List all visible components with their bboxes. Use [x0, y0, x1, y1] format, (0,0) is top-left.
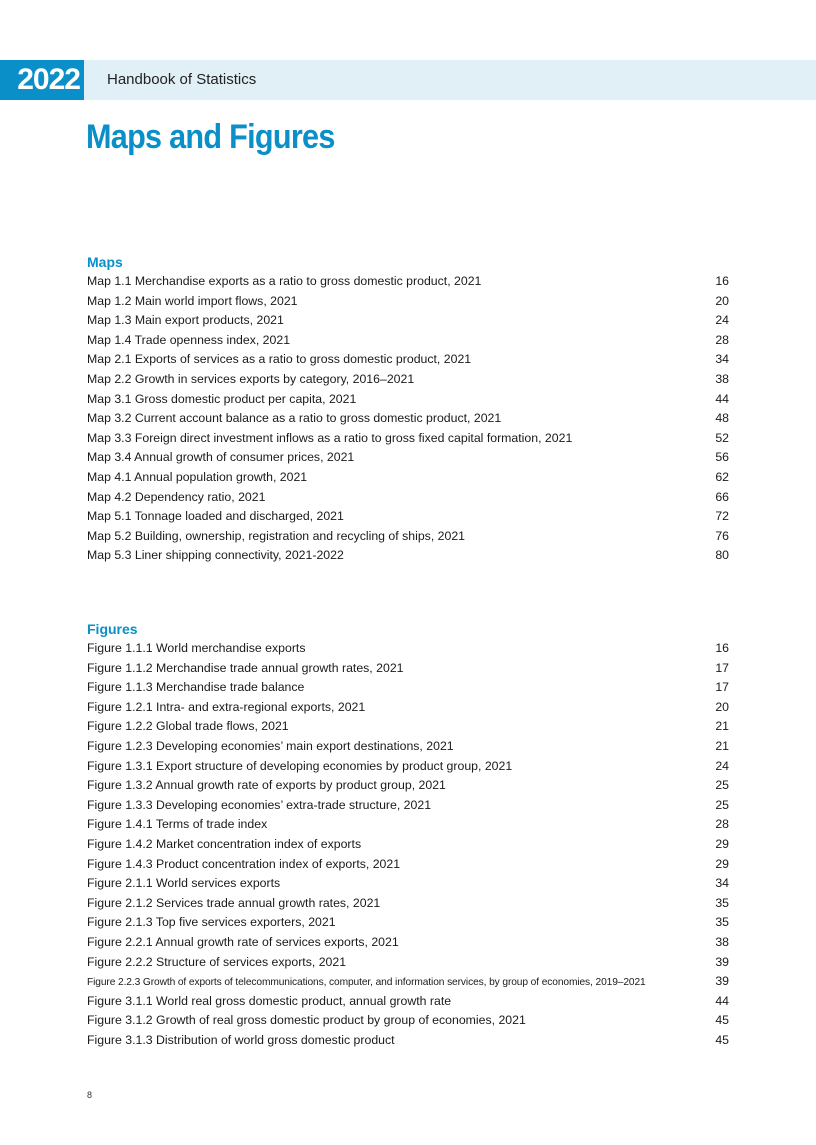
map-entry[interactable]: [87, 488, 729, 508]
publication-title: Handbook of Statistics: [107, 71, 257, 88]
maps-list: [87, 272, 729, 566]
figure-entry[interactable]: [87, 659, 729, 679]
figure-entry[interactable]: [87, 639, 729, 659]
figure-entry-title: Figure 2.1.3 Top five services exporters, 2021: [87, 915, 336, 930]
map-entry-title: Map 4.1 Annual population growth, 2021: [87, 469, 308, 484]
figure-entry-title: Figure 1.3.2 Annual growth rate of exports by product group, 2021: [87, 778, 446, 793]
figure-entry[interactable]: [87, 913, 729, 933]
maps-heading: Maps: [87, 254, 123, 270]
figure-entry[interactable]: [87, 953, 729, 973]
figure-entry-title: Figure 2.2.3 Growth of exports of telecommunications, computer, and information services, by group of economies, 2019–2021: [87, 977, 646, 989]
map-entry-title: Map 3.2 Current account balance as a ratio to gross domestic product, 2021: [87, 411, 502, 426]
figure-entry-page: 25: [715, 797, 729, 812]
map-entry-page: 44: [715, 391, 729, 406]
map-entry-page: 66: [715, 489, 729, 504]
year-badge: 2022: [0, 60, 84, 100]
figure-entry[interactable]: [87, 1011, 729, 1031]
figure-entry-page: 39: [715, 954, 729, 969]
figure-entry-page: 29: [715, 836, 729, 851]
maps-section: [87, 252, 729, 566]
figure-entry-title: Figure 2.1.2 Services trade annual growth rates, 2021: [87, 895, 381, 910]
map-entry-title: Map 1.1 Merchandise exports as a ratio to gross domestic product, 2021: [87, 274, 482, 288]
map-entry[interactable]: [87, 546, 729, 566]
figure-entry-title: Figure 3.1.2 Growth of real gross domestic product by group of economies, 2021: [87, 1013, 526, 1028]
figure-entry-page: 45: [715, 1013, 729, 1028]
figure-entry-page: 17: [715, 660, 729, 675]
figure-entry-title: Figure 1.2.3 Developing economies’ main export destinations, 2021: [87, 738, 454, 753]
page-title: Maps and Figures: [86, 118, 335, 156]
map-entry[interactable]: [87, 331, 729, 351]
figure-entry-page: 24: [715, 758, 729, 773]
figure-entry-page: 21: [715, 738, 729, 753]
map-entry-title: Map 5.1 Tonnage loaded and discharged, 2021: [87, 509, 344, 524]
figure-entry[interactable]: [87, 894, 729, 914]
figure-entry-title: Figure 2.1.1 World services exports: [87, 876, 281, 891]
figure-entry[interactable]: [87, 737, 729, 757]
figure-entry-title: Figure 1.2.2 Global trade flows, 2021: [87, 719, 289, 734]
figure-entry-page: 28: [715, 817, 729, 832]
figure-entry-page: 34: [715, 876, 729, 891]
figure-entry[interactable]: [87, 1031, 729, 1051]
figure-entry-title: Figure 1.3.3 Developing economies’ extra-trade structure, 2021: [87, 797, 432, 812]
figure-entry-title: Figure 1.2.1 Intra- and extra-regional exports, 2021: [87, 699, 366, 714]
figures-section: [87, 619, 729, 1050]
figure-entry-title: Figure 2.2.2 Structure of services exports, 2021: [87, 954, 347, 969]
map-entry[interactable]: [87, 390, 729, 410]
figures-list: [87, 639, 729, 1050]
map-entry[interactable]: [87, 507, 729, 527]
map-entry[interactable]: [87, 429, 729, 449]
figure-entry-title: Figure 1.4.3 Product concentration index of exports, 2021: [87, 856, 401, 871]
map-entry-page: 20: [715, 293, 729, 308]
figure-entry-title: Figure 1.3.1 Export structure of developing economies by product group, 2021: [87, 758, 513, 773]
figure-entry[interactable]: [87, 835, 729, 855]
figure-entry[interactable]: [87, 815, 729, 835]
map-entry[interactable]: [87, 350, 729, 370]
map-entry-page: 80: [715, 548, 729, 563]
figure-entry-title: Figure 1.1.1 World merchandise exports: [87, 641, 306, 655]
map-entry-title: Map 1.4 Trade openness index, 2021: [87, 332, 291, 347]
map-entry-title: Map 3.3 Foreign direct investment inflows as a ratio to gross fixed capital formation, 2021: [87, 430, 573, 445]
figure-entry-title: Figure 1.4.2 Market concentration index of exports: [87, 836, 362, 851]
figure-entry-page: 35: [715, 915, 729, 930]
map-entry-page: 56: [715, 450, 729, 465]
figure-entry-page: 39: [715, 974, 729, 989]
figure-entry-title: Figure 2.2.1 Annual growth rate of services exports, 2021: [87, 934, 399, 949]
map-entry-title: Map 5.3 Liner shipping connectivity, 2021-2022: [87, 548, 344, 563]
figure-entry[interactable]: [87, 933, 729, 953]
map-entry[interactable]: [87, 448, 729, 468]
map-entry-title: Map 3.4 Annual growth of consumer prices, 2021: [87, 450, 355, 465]
figure-entry[interactable]: [87, 678, 729, 698]
map-entry-page: 24: [715, 313, 729, 328]
figure-entry-page: 20: [715, 699, 729, 714]
map-entry[interactable]: [87, 311, 729, 331]
figure-entry-page: 45: [715, 1032, 729, 1047]
map-entry-title: Map 1.3 Main export products, 2021: [87, 313, 284, 328]
figure-entry-title: Figure 1.1.3 Merchandise trade balance: [87, 680, 305, 695]
map-entry-page: 16: [715, 274, 729, 288]
map-entry-page: 38: [715, 371, 729, 386]
figure-entry[interactable]: [87, 717, 729, 737]
figure-entry-page: 38: [715, 934, 729, 949]
map-entry-title: Map 2.2 Growth in services exports by category, 2016–2021: [87, 371, 415, 386]
map-entry-page: 62: [715, 469, 729, 484]
page-number: 8: [87, 1090, 93, 1100]
map-entry[interactable]: [87, 370, 729, 390]
figure-entry[interactable]: [87, 776, 729, 796]
figure-entry-title: Figure 1.4.1 Terms of trade index: [87, 817, 268, 832]
figure-entry[interactable]: [87, 972, 729, 992]
map-entry-page: 76: [715, 528, 729, 543]
figure-entry-page: 25: [715, 778, 729, 793]
figure-entry[interactable]: [87, 757, 729, 777]
map-entry-title: Map 4.2 Dependency ratio, 2021: [87, 489, 266, 504]
map-entry[interactable]: [87, 292, 729, 312]
map-entry-title: Map 5.2 Building, ownership, registration and recycling of ships, 2021: [87, 528, 466, 543]
figure-entry-page: 44: [715, 993, 729, 1008]
map-entry-title: Map 1.2 Main world import flows, 2021: [87, 293, 298, 308]
map-entry[interactable]: [87, 527, 729, 547]
map-entry-page: 48: [715, 411, 729, 426]
map-entry-page: 28: [715, 332, 729, 347]
map-entry-title: Map 3.1 Gross domestic product per capita, 2021: [87, 391, 357, 406]
figure-entry-title: Figure 1.1.2 Merchandise trade annual growth rates, 2021: [87, 660, 404, 675]
figures-heading: Figures: [87, 621, 138, 637]
figure-entry-title: Figure 3.1.3 Distribution of world gross domestic product: [87, 1032, 395, 1047]
map-entry-page: 34: [715, 352, 729, 367]
figure-entry-page: 17: [715, 680, 729, 695]
figure-entry-page: 16: [715, 641, 729, 655]
figure-entry-page: 29: [715, 856, 729, 871]
map-entry[interactable]: [87, 468, 729, 488]
map-entry[interactable]: [87, 272, 729, 292]
figure-entry-page: 35: [715, 895, 729, 910]
map-entry-page: 72: [715, 509, 729, 524]
figure-entry-page: 21: [715, 719, 729, 734]
figure-entry[interactable]: [87, 874, 729, 894]
figure-entry[interactable]: [87, 855, 729, 875]
map-entry-title: Map 2.1 Exports of services as a ratio to gross domestic product, 2021: [87, 352, 472, 367]
figure-entry[interactable]: [87, 698, 729, 718]
map-entry-page: 52: [715, 430, 729, 445]
figure-entry-title: Figure 3.1.1 World real gross domestic product, annual growth rate: [87, 993, 452, 1008]
figure-entry[interactable]: [87, 796, 729, 816]
map-entry[interactable]: [87, 409, 729, 429]
figure-entry[interactable]: [87, 992, 729, 1012]
